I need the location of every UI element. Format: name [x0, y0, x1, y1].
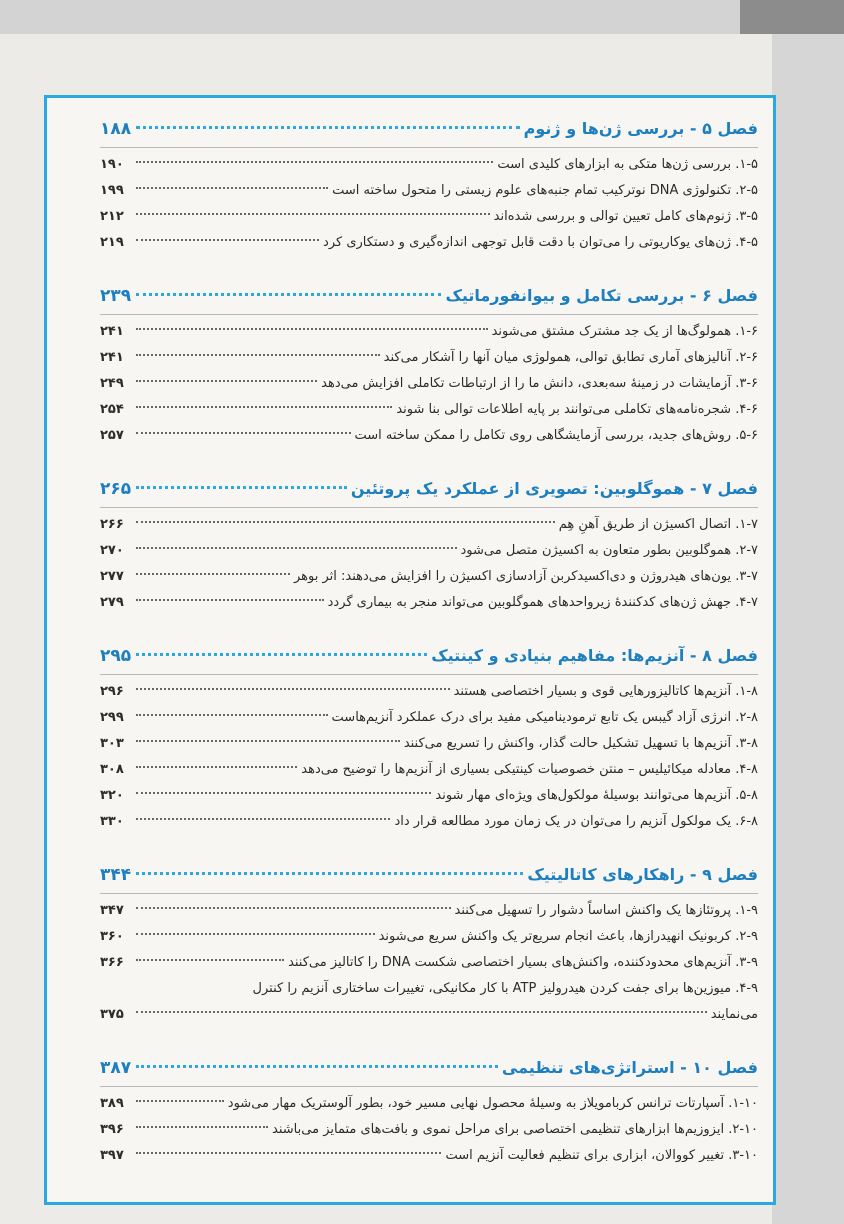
leader-dots	[136, 653, 427, 656]
entry-page: ۲۷۹	[100, 595, 124, 610]
leader-dots	[136, 792, 431, 794]
entry-page: ۳۶۰	[100, 929, 124, 944]
entry-title: ۵-۶. روش‌های جدید، بررسی آزمایشگاهی روی تکامل را ممکن ساخته است	[354, 428, 758, 443]
toc-entry[interactable]	[100, 1091, 758, 1117]
chapter-heading[interactable]	[100, 279, 758, 313]
leader-dots	[136, 328, 488, 330]
entry-page: ۲۴۱	[100, 324, 124, 339]
entry-title: ۴-۶. شجره‌نامه‌های تکاملی می‌توانند بر پایه اطلاعات توالی بنا شوند	[396, 402, 758, 417]
toc-entry[interactable]	[100, 705, 758, 731]
entry-page: ۱۹۰	[100, 157, 124, 172]
leader-dots	[136, 293, 441, 296]
toc-entry[interactable]	[100, 371, 758, 397]
leader-dots	[136, 907, 451, 909]
toc-entry-continuation[interactable]	[100, 1002, 758, 1028]
entry-title: ۳-۹. آنزیم‌های محدودکننده، واکنش‌های بسیار اختصاصی شکست DNA را کاتالیز می‌کنند	[288, 955, 758, 970]
toc-entry[interactable]	[100, 783, 758, 809]
chapter-title: فصل ۷ - هموگلوبین: تصویری از عملکرد یک پروتئین	[350, 479, 758, 498]
leader-dots	[136, 126, 520, 129]
chapter-page: ۲۹۵	[100, 646, 132, 666]
entry-title: ۲-۶. آنالیزهای آماری تطابق توالی، همولوژی میان آنها را آشکار می‌کند	[383, 350, 758, 365]
leader-dots	[136, 933, 375, 935]
toc-entry[interactable]	[100, 423, 758, 449]
leader-dots	[136, 239, 319, 241]
leader-dots	[136, 380, 317, 382]
leader-dots	[136, 599, 324, 601]
leader-dots	[136, 432, 351, 434]
toc-entry[interactable]	[100, 731, 758, 757]
top-gray-bar	[0, 0, 740, 34]
entry-page: ۲۷۰	[100, 543, 124, 558]
entry-page: ۲۵۷	[100, 428, 124, 443]
toc-entry[interactable]	[100, 319, 758, 345]
entry-title: ۳-۸. آنزیم‌ها با تسهیل تشکیل حالت گذار، واکنش را تسریع می‌کنند	[403, 736, 758, 751]
entry-title: ۳-۶. آزمایشات در زمینهٔ سه‌بعدی، دانش ما را از ارتباطات تکاملی افزایش می‌دهد	[321, 376, 758, 391]
toc-entry[interactable]	[100, 204, 758, 230]
entry-title: ۲-۷. هموگلوبین بطور متعاون به اکسیژن متصل می‌شود	[460, 543, 758, 558]
chapter-title: فصل ۹ - راهکارهای کاتالیتیک	[527, 865, 758, 884]
entry-page: ۳۷۵	[100, 1007, 124, 1022]
chapter-title: فصل ۸ - آنزیم‌ها: مفاهیم بنیادی و کینتیک	[431, 646, 758, 665]
chapter-page: ۱۸۸	[100, 119, 132, 139]
leader-dots	[136, 766, 297, 768]
leader-dots	[136, 406, 392, 408]
leader-dots	[136, 1100, 224, 1102]
entry-title: ۲-۱۰. ایزوزیم‌ها ابزارهای تنظیمی اختصاصی برای مراحل نموی و بافت‌های متمایز می‌باشند	[272, 1122, 758, 1137]
toc-entry[interactable]	[100, 512, 758, 538]
toc-entry[interactable]	[100, 564, 758, 590]
leader-dots	[136, 1126, 268, 1128]
toc-entry[interactable]	[100, 397, 758, 423]
heading-divider	[100, 314, 758, 315]
toc-entry[interactable]	[100, 1117, 758, 1143]
toc-entry[interactable]	[100, 898, 758, 924]
entry-page: ۲۱۲	[100, 209, 124, 224]
entry-title: ۵-۸. آنزیم‌ها می‌توانند بوسیلهٔ مولکول‌های ویژه‌ای مهار شوند	[435, 788, 758, 803]
toc-entry[interactable]	[100, 178, 758, 204]
top-dark-bar	[740, 0, 844, 34]
leader-dots	[136, 213, 490, 215]
chapter-heading[interactable]	[100, 472, 758, 506]
heading-divider	[100, 507, 758, 508]
leader-dots	[136, 714, 328, 716]
entry-page: ۳۰۳	[100, 736, 124, 751]
leader-dots	[136, 161, 493, 163]
leader-dots	[136, 818, 390, 820]
heading-divider	[100, 674, 758, 675]
toc-entry[interactable]	[100, 230, 758, 256]
toc-entry[interactable]	[100, 809, 758, 835]
entry-title: ۱-۸. آنزیم‌ها کاتالیزورهایی قوی و بسیار اختصاصی هستند	[453, 684, 758, 699]
heading-divider	[100, 147, 758, 148]
leader-dots	[136, 521, 555, 523]
leader-dots	[136, 1065, 498, 1068]
toc-entry[interactable]	[100, 679, 758, 705]
entry-page: ۳۶۶	[100, 955, 124, 970]
leader-dots	[136, 688, 450, 690]
chapter-heading[interactable]	[100, 1051, 758, 1085]
leader-dots	[136, 740, 400, 742]
entry-page: ۳۲۰	[100, 788, 124, 803]
entry-title: ۶-۸. یک مولکول آنزیم را می‌توان در یک زمان مورد مطالعه قرار داد	[394, 814, 758, 829]
heading-divider	[100, 1086, 758, 1087]
entry-title: ۱-۶. همولوگ‌ها از یک جد مشترک مشتق می‌شوند	[491, 324, 758, 339]
entry-page: ۳۸۹	[100, 1096, 124, 1111]
entry-page: ۲۹۶	[100, 684, 124, 699]
table-of-contents	[100, 112, 758, 1192]
entry-title: ۴-۸. معادله میکائیلیس – منتن خصوصیات کینتیکی بسیاری از آنزیم‌ها را توضیح می‌دهد	[301, 762, 758, 777]
heading-divider	[100, 893, 758, 894]
entry-page: ۲۵۴	[100, 402, 124, 417]
entry-page: ۲۶۶	[100, 517, 124, 532]
entry-title: ۳-۱۰. تغییر کووالان، ابزاری برای تنظیم فعالیت آنزیم است	[445, 1148, 758, 1163]
chapter-title: فصل ۶ - بررسی تکامل و بیوانفورماتیک	[445, 286, 758, 305]
chapter-10	[100, 1051, 758, 1169]
chapter-9	[100, 858, 758, 1028]
toc-entry[interactable]	[100, 152, 758, 178]
toc-entry[interactable]	[100, 924, 758, 950]
entry-title: ۱-۹. پروتئازها یک واکنش اساساً دشوار را تسهیل می‌کنند	[454, 903, 758, 918]
entry-title: ۴-۵. ژن‌های یوکاریوتی را می‌توان با دقت قابل توجهی اندازه‌گیری و دستکاری کرد	[323, 235, 758, 250]
toc-entry[interactable]	[100, 1143, 758, 1169]
chapter-7	[100, 472, 758, 616]
chapter-heading[interactable]	[100, 112, 758, 146]
entry-title: ۳-۵. ژنوم‌های کامل تعیین توالی و بررسی شده‌اند	[493, 209, 758, 224]
chapter-6	[100, 279, 758, 449]
entry-page: ۳۹۷	[100, 1148, 124, 1163]
chapter-page: ۲۶۵	[100, 479, 132, 499]
entry-page: ۱۹۹	[100, 183, 124, 198]
toc-entry[interactable]	[100, 590, 758, 616]
toc-entry[interactable]	[100, 345, 758, 371]
entry-title: ۲-۵. تکنولوژی DNA نوترکیب تمام جنبه‌های علوم زیستی را متحول ساخته است	[332, 183, 758, 198]
toc-entry[interactable]	[100, 976, 758, 1002]
entry-title: ۴-۷. جهش ژن‌های کدکنندهٔ زیرواحدهای هموگلوبین می‌تواند منجر به بیماری گردد	[327, 595, 758, 610]
chapter-heading[interactable]	[100, 639, 758, 673]
entry-title: ۲-۹. کربونیک انهیدرازها، باعث انجام سریع‌تر یک واکنش سریع می‌شوند	[378, 929, 758, 944]
chapter-8	[100, 639, 758, 835]
entry-title: ۱-۷. اتصال اکسیژن از طریق آهنِ هِم	[558, 517, 758, 532]
entry-page: ۲۷۷	[100, 569, 124, 584]
entry-page: ۳۴۷	[100, 903, 124, 918]
leader-dots	[136, 1152, 441, 1154]
entry-page: ۳۳۰	[100, 814, 124, 829]
entry-title: ۲-۸. انرژی آزاد گیبس یک تابع ترمودینامیکی مفید برای درک عملکرد آنزیم‌هاست	[331, 710, 758, 725]
entry-page: ۲۱۹	[100, 235, 124, 250]
chapter-5	[100, 112, 758, 256]
chapter-page: ۳۴۴	[100, 865, 132, 885]
leader-dots	[136, 872, 523, 875]
toc-entry[interactable]	[100, 757, 758, 783]
entry-page: ۳۰۸	[100, 762, 124, 777]
leader-dots	[136, 959, 284, 961]
leader-dots	[136, 187, 328, 189]
leader-dots	[136, 1011, 707, 1013]
entry-page: ۲۹۹	[100, 710, 124, 725]
entry-page: ۲۴۱	[100, 350, 124, 365]
chapter-title: فصل ۵ - بررسی ژن‌ها و ژنوم	[523, 119, 758, 138]
leader-dots	[136, 486, 347, 489]
entry-title: ۴-۹. میوزین‌ها برای جفت کردن هیدرولیز ATP با کار مکانیکی، تغییرات ساختاری آنزیم را کنترل	[252, 981, 758, 996]
toc-entry[interactable]	[100, 538, 758, 564]
chapter-page: ۲۳۹	[100, 286, 132, 306]
entry-page: ۲۴۹	[100, 376, 124, 391]
chapter-heading[interactable]	[100, 858, 758, 892]
leader-dots	[136, 547, 457, 549]
leader-dots	[136, 573, 290, 575]
chapter-title: فصل ۱۰ - استراتژی‌های تنظیمی	[501, 1058, 758, 1077]
entry-title: ۱-۵. بررسی ژن‌ها متکی به ابزارهای کلیدی است	[497, 157, 758, 172]
entry-title: ۳-۷. یون‌های هیدروژن و دی‌اکسیدکربن آزادسازی اکسیژن را افزایش می‌دهند: اثر بوهر	[293, 569, 758, 584]
leader-dots	[136, 354, 380, 356]
chapter-page: ۳۸۷	[100, 1058, 132, 1078]
entry-page: ۳۹۶	[100, 1122, 124, 1137]
entry-title-continued: می‌نمایند	[710, 1007, 758, 1022]
toc-entry[interactable]	[100, 950, 758, 976]
entry-title: ۱-۱۰. آسپارتات ترانس کربامویلاز به وسیلهٔ محصول نهایی مسیر خود، بطور آلوستریک مهار می‌شود	[227, 1096, 758, 1111]
side-gray-strip	[772, 34, 844, 1224]
